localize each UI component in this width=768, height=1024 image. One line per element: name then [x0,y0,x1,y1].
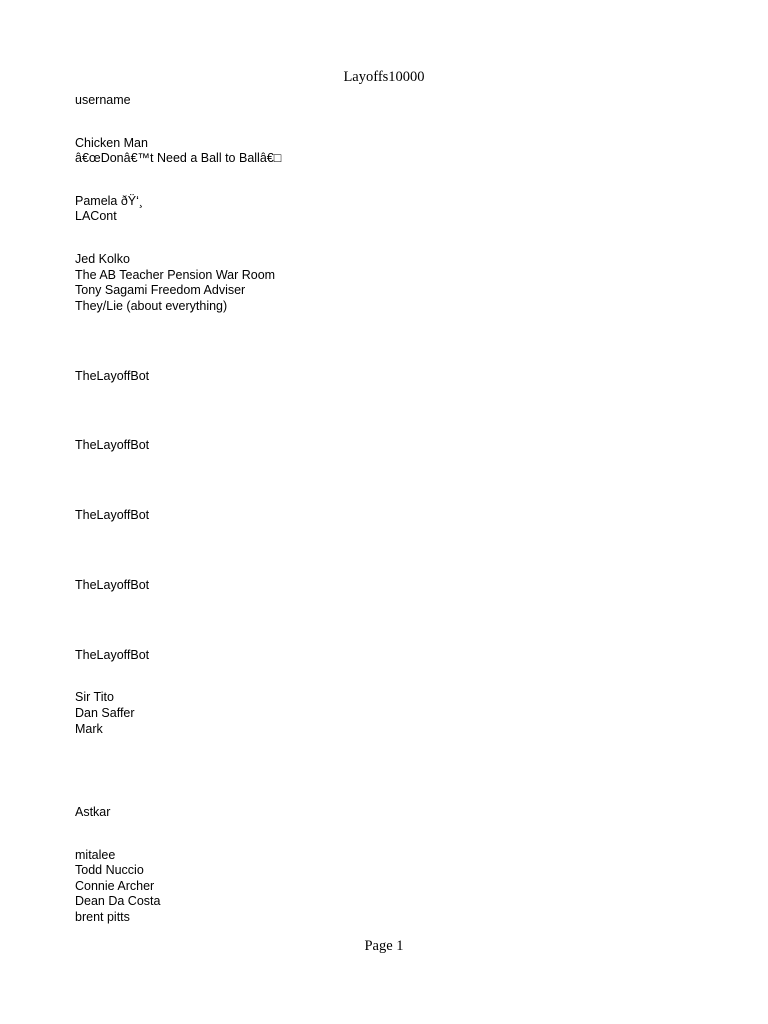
page-number: Page 1 [364,938,404,954]
list-item: Mark [75,722,103,736]
list-item: Astkar [75,805,111,819]
list-item: Jed Kolko [75,252,130,266]
list-item: â€œDonâ€™t Need a Ball to Ballâ€□ [75,151,282,165]
list-item: Connie Archer [75,879,155,893]
list-item: Pamela ðŸ‘¸ [75,194,144,208]
list-item: LACont [75,209,117,223]
list-item: TheLayoffBot [75,369,150,383]
list-item: brent pitts [75,910,130,924]
list-item: Dan Saffer [75,706,135,720]
list-item: TheLayoffBot [75,578,150,592]
list-item: TheLayoffBot [75,648,150,662]
list-item: TheLayoffBot [75,508,150,522]
list-item: mitalee [75,848,116,862]
list-item: They/Lie (about everything) [75,299,228,313]
list-item: Sir Tito [75,690,114,704]
column-header: username [75,93,131,107]
list-item: Dean Da Costa [75,894,161,908]
page-title: Layoffs10000 [343,69,425,85]
list-item: The AB Teacher Pension War Room [75,268,276,282]
list-item: Todd Nuccio [75,863,144,877]
list-item: Chicken Man [75,136,148,150]
list-item: Tony Sagami Freedom Adviser [75,283,246,297]
list-item: TheLayoffBot [75,438,150,452]
